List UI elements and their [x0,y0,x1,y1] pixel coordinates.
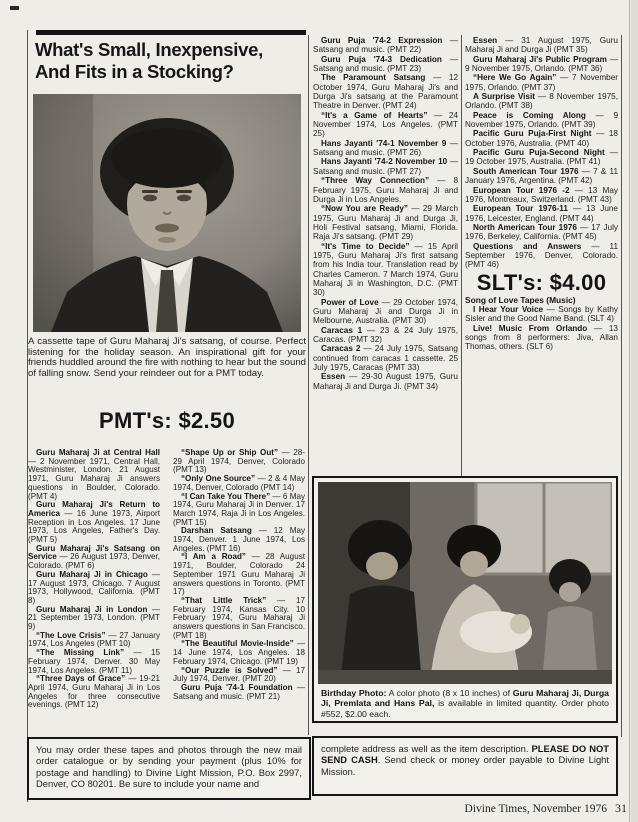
birthday-photo-box [312,476,618,723]
tape-listing [28,675,160,710]
tape-details: — 13 June 1976, Leicester, England. (PMT 44) [465,204,618,223]
tape-title: Essen [321,372,346,382]
tape-listing [313,157,458,176]
tape-listing [465,223,618,242]
tape-listing [465,167,618,186]
slt-list [465,305,618,352]
tape-title: I Hear Your Voice [473,305,544,314]
tape-listing [28,606,160,632]
tape-listing [313,204,458,241]
birthday-photo-art [318,482,612,684]
column-divider-rule-2 [461,35,462,476]
tape-title: European Tour 1976-11 [473,204,568,214]
tape-listing [313,242,458,298]
tape-title: Power of Love [321,297,379,307]
tape-details: — 7 & 11 January 1976, Argentina. (PMT 42) [465,166,619,186]
tape-listing [173,449,305,475]
tape-details: — 24 July 1975, Satsang continued from caracas 1 cassette. 25 July 1975, Caracas (PMT 33) [313,344,458,373]
tape-details: — Satsang and music. (PMT 22) [313,36,458,55]
tape-listing [173,597,305,641]
tape-listing [465,186,618,205]
tape-title: “It's Time to Decide” [321,241,410,251]
column-divider-rule-1 [308,35,309,735]
tape-title: “Our Puzzle is Solved” [181,665,278,675]
tape-details: — 13 May 1976, Montreaux, Switzerland. (PMT 43) [465,185,618,204]
tape-details: — 23 & 24 July 1975, Caracas. (PMT 32) [313,325,458,344]
tape-listing [173,527,305,553]
article-headline [35,39,307,82]
tape-title: Guru Puja '74-2 Expression [321,36,443,45]
tape-title: Pacific Guru Puja-First Night [473,129,592,139]
tape-listing [313,55,458,74]
tape-title: Caracas 1 [321,325,363,335]
tape-title: Guru Maharaj Ji's Return to America [28,500,160,518]
tape-title: Essen [473,36,498,45]
tape-title: Hans Jayanti '74-1 November 9 [321,138,447,148]
tape-listing [465,55,618,74]
journal-name: Divine Times, November 1976 [464,803,607,815]
tape-title: Darshan Satsang [181,526,252,536]
tape-listing [28,571,160,606]
tape-title: The Paramount Satsang [321,73,426,83]
tape-details: — 17 July 1976, Berkeley, California. (PMT 45) [465,222,619,242]
tape-listing [28,501,160,545]
tape-title: “Now You are Ready” [321,204,408,214]
tape-listing [173,553,305,597]
tape-listing [28,649,160,675]
tape-title: “Shape Up or Ship Out” [181,448,279,457]
tape-title: A Surprise Visit [473,92,535,102]
tape-details: — 11 September 1976, Denver, Colorado. (PMT 46) [465,241,618,270]
tape-details: — 17 July 1974, Denver. (PMT 20) [173,665,305,684]
tape-title: Peace is Coming Along [473,110,586,120]
caption-lead: Birthday Photo: [321,688,387,698]
tape-listing [465,129,618,148]
tape-details: — 9 November 1975, Orlando. (PMT 36) [465,54,618,74]
tape-details: — 8 February 1975, Guru Maharaj Ji and Durga Ji in Los Angeles. [313,176,458,204]
tape-details: — Satsang and music. (PMT 23) [313,54,459,74]
tape-details: — 29 March 1975, Guru Maharaj Ji and Durga Ji, Holi Festival satsang, Miami, Florida. Raja Ji's satsang. (PMT 29) [313,204,459,242]
tape-details: — 12 October 1974, Guru Maharaj Ji's and Durga Ji's satsang at the Paramount Theatre in Denver. (PMT 24) [313,73,458,111]
tape-details: — 2 & 4 May 1974, Denver, Colorado (PMT 14) [173,474,305,492]
tape-details: — 9 November 1975, Orlando. (PMT 39) [465,110,618,130]
tape-details: — 28-29 April 1974, Denver, Colorado (PMT 13) [173,448,305,475]
tape-title: “Three Way Connection” [321,176,430,186]
tape-title: “That Little Trick” [181,595,267,605]
guru-portrait-photo [33,94,301,332]
tape-listing [173,640,305,666]
right-column [465,36,618,352]
tape-title: “It's a Game of Hearts” [321,110,428,120]
tape-details: — 29 October 1974, Guru Maharaj Ji and Durga Ji in Melbourne, Australia. (PMT 30) [313,297,459,326]
tape-details: — 26 August 1973, Denver, Colorado. (PMT 6) [28,552,160,571]
tape-details: — 19 October 1975, Australia. (PMT 41) [465,148,618,167]
birthday-photo-caption [321,688,609,719]
headline-line-1: What's Small, Inexpensive, [35,39,263,60]
tape-details: — 13 songs from 8 performers: Jiva, Allan Thomas, others. (SLT 6) [465,323,618,352]
tape-listing [28,632,160,649]
tape-details: — 24 November 1974, Los Angeles. (PMT 25) [313,110,458,139]
order-info-box-left: You may order these tapes and photos through the new mail order catalogue or by sending your payment (plus 10% for postage and handling) to Divine Light Mission, P.O. Box 2997, Denver, CO 80201. Be sure to include your name and [27,737,311,800]
tape-listing [465,148,618,167]
tape-details: — Songs by Kathy Sisler and the Good Name Band. (SLT 4) [465,305,619,324]
tape-details: — 15 April 1975, Guru Maharaj Ji's first satsang from his India tour. Translation read by Charles Cameron. 7 March 1974, Guru Maharaj Ji in Washington, D.C. (PMT 30) [313,241,458,298]
tape-details: — 8 November 1975, Orlando. (PMT 38) [465,92,619,111]
tape-title: “I Am a Road” [181,552,246,562]
tape-details: — 2 November 1971, Central Hall, Westminister, London. 21 August 1971, Guru Maharaj Ji answers questions in Boulder, Colorado. (PMT 4) [28,456,160,501]
tape-listing [313,176,458,204]
pmt-listing-left-block [28,449,306,710]
tape-listing [313,298,458,326]
tape-title: Guru Maharaj Ji's Satsang on Service [28,543,160,562]
tape-listing [465,204,618,223]
tape-listing [465,36,618,55]
tape-details: — 16 June 1973, Airport Reception in Los Angeles. 17 June 1973, Los Angeles, Father's Day. (PMT 5) [28,508,161,545]
scan-page-edge-line [629,0,630,822]
tape-title: “Here We Go Again” [473,73,557,83]
headline-line-2: And Fits in a Stocking? [35,60,234,82]
tape-listing [173,493,305,528]
tape-listing [313,344,458,372]
tape-details: — 29-30 August 1975, Guru Maharaj Ji and Durga Ji. (PMT 34) [313,372,458,391]
tape-listing [313,111,458,139]
tape-listing [465,324,618,352]
birthday-photo [318,482,612,684]
order-right-text-1: complete address as well as the item description. [321,743,532,754]
tape-listing [313,36,458,55]
tape-details: — 31 August 1975, Guru Maharaj Ji and Durga Ji (PMT 35) [465,36,618,55]
tape-title: Guru Puja '74-3 Dedication [321,54,442,64]
tape-title: North American Tour 1976 [473,222,577,232]
portrait-photo-art [33,94,301,332]
tape-title: European Tour 1976 -2 [473,185,570,195]
page-footer [327,801,627,816]
page-edge-shading [631,0,638,822]
order-right-warning: PLEASE DO NOT SEND CASH [321,743,609,766]
tape-listing [465,73,618,92]
tape-listing [465,242,618,270]
tape-title: “Only One Source” [181,474,256,484]
pmt-list-column-3 [313,36,458,391]
pmt-list-column-1 [28,449,160,710]
tape-listing [313,73,458,110]
tape-details: — 12 May 1974, Denver. 1 June 1974, Los Angeles. (PMT 16) [173,526,306,553]
tape-title: Guru Maharaj Ji in Chicago [36,569,148,579]
scan-registration-mark [10,6,19,10]
order-right-text-2: . Send check or money order payable to Divine Light Mission. [321,754,609,777]
tape-title: Guru Maharaj Ji at Central Hall [36,448,160,457]
article-intro: A cassette tape of Guru Maharaj Ji's satsang, of course. Perfect listening for the holiday season. An inspirational gift for your friends huddled around the fire with nothing to hear but the sound of falling snow. Send your reindeer out for a PMT today. [28,336,306,379]
caption-names: Guru Maharaj Ji, Durga Ji, Premlata and Hans Pal, [321,688,609,709]
tape-details: — 18 October 1976, Australia. (PMT 40) [465,129,618,148]
tape-details: — 7 November 1975, Orlando. (PMT 37) [465,73,618,92]
tape-title: Hans Jayanti '74-2 November 10 [321,157,448,167]
tape-details: — 19-21 April 1974, Guru Maharaj Ji in Los Angeles for three consecutive evenings. (PMT 12) [28,674,161,710]
tape-title: “The Love Crisis” [36,630,106,640]
tape-listing [173,667,305,684]
tape-listing [28,449,160,501]
tape-title: Guru Maharaj Ji in London [36,604,148,614]
tape-title: Pacific Guru Puja-Second Night [473,148,605,158]
tape-listing [465,92,618,111]
tape-title: “Three Days of Grace” [36,674,126,684]
tape-title: Live! Music From Orlando [473,323,588,333]
tape-details: — 28 August 1971, Boulder, Colorado 24 September 1971 Guru Maharaj Ji answers questions in Toronto. (PMT 17) [173,552,305,597]
tape-listing [313,372,458,391]
pmt-price-heading: PMT's: $2.50 [99,408,235,433]
page-number: 31 [615,801,627,815]
tape-title: South American Tour 1976 [473,166,579,176]
tape-listing [173,475,305,492]
tape-title: Caracas 2 [321,344,361,354]
order-info-box-right [312,736,618,796]
tape-details: — Satsang and music. (PMT 21) [173,682,305,701]
tape-listing [465,111,618,130]
tape-details: — Satsang and music. (PMT 26) [313,138,458,158]
tape-details: — Satsang and music. (PMT 27) [313,157,458,176]
caption-text-2: is available in limited quantity. Order photo #552, $2.00 each. [321,698,609,719]
headline-top-rule [36,30,306,35]
tape-details: — 27 January 1974, Los Angeles (PMT 10) [28,630,161,649]
tape-listing [313,139,458,158]
pmt-list-column-2 [173,449,305,710]
tape-title: “I Can Take You There” [181,491,271,501]
tape-listing [28,545,160,571]
right-column-rule [621,35,622,737]
tape-title: Guru Maharaj Ji's Public Program [473,54,607,64]
tape-details: — 15 February 1974, Denver. 30 May 1974, Los Angeles. (PMT 11) [28,648,161,675]
caption-text-1: A color photo (8 x 10 inches) of [386,688,513,698]
slt-subheading: Song of Love Tapes (Music) [465,294,576,305]
slt-price-heading: SLT's: $4.00 [476,269,607,295]
pmt-list-column-4 [465,36,618,270]
tape-title: Questions and Answers [473,241,582,251]
tape-title: “The Missing Link” [36,648,125,658]
tape-details: — 17 August 1973, Chicago. 7 August 1973, Hollywood, California. (PMT 8) [28,569,161,605]
tape-listing [465,305,618,324]
tape-title: “The Beautiful Movie-Inside” [181,639,294,649]
tape-details: — 6 May 1974, Guru Maharaj Ji in Denver. 17 March 1974, Raja Ji in Los Angeles. (PMT 15) [173,491,305,527]
tape-details: — 21 September 1973, London. (PMT 9) [28,604,161,632]
tape-title: Guru Puja '74-1 Foundation [181,682,293,692]
tape-listing [313,326,458,345]
tape-listing [173,684,305,701]
tape-details: — 14 June 1974, Los Angeles. 18 February 1974, Chicago. (PMT 19) [173,639,305,666]
tape-details: — 17 February 1974, Kansas City. 10 February 1974, Guru Maharaj Ji answers questions in San Francisco. (PMT 18) [173,595,305,640]
